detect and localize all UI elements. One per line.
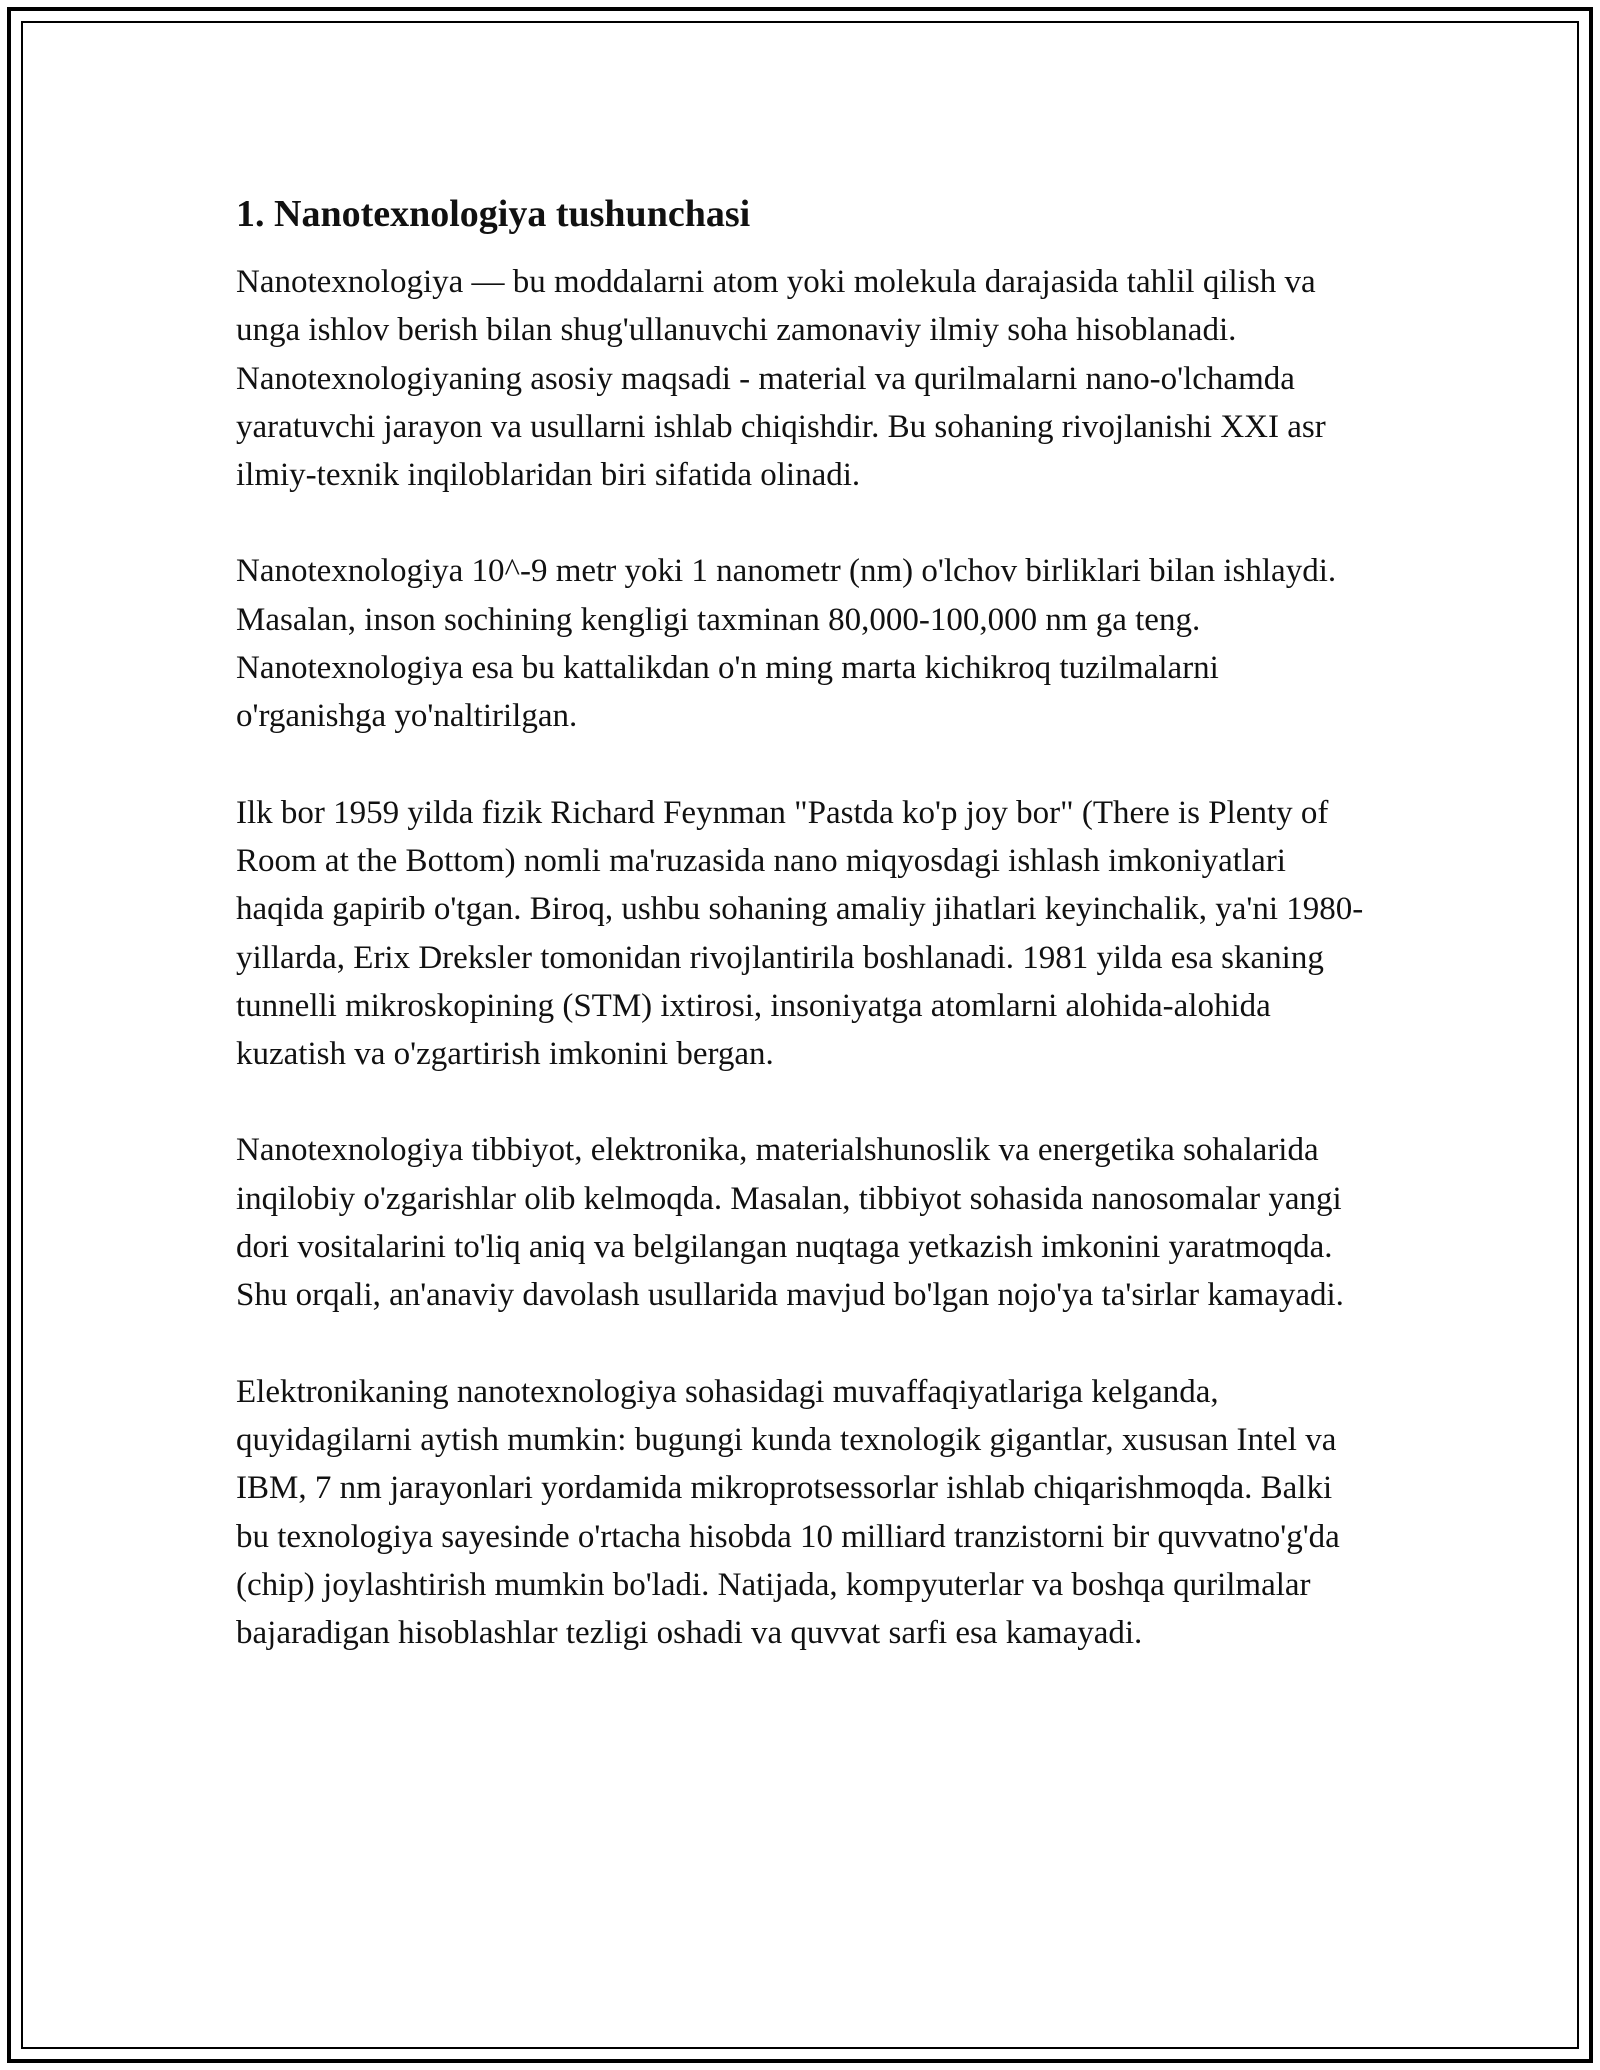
paragraph-definition: Nanotexnologiya — bu moddalarni atom yoki molekula darajasida tahlil qilish va unga ishlov berish bilan shug'ullanuvchi zamonaviy ilmiy soha hisoblanadi. Nanotexnologiyaning asosiy maqsadi - material va qurilmalarni nano-o'lchamda yaratuvchi jarayon va usullarni ishlab chiqishdir. Bu sohaning rivojlanishi XXI asr ilmiy-texnik inqiloblaridan biri sifatida olinadi. <box>236 264 1326 494</box>
section-heading: 1. Nanotexnologiya tushunchasi <box>236 193 751 235</box>
document-body <box>236 190 1366 1705</box>
paragraph-applications: Nanotexnologiya tibbiyot, elektronika, materialshunoslik va energetika sohalarida inqilobiy o'zgarishlar olib kelmoqda. Masalan, tibbiyot sohasida nanosomalar yangi dori vositalarini to'liq aniq va belgilangan nuqtaga yetkazish imkonini yaratmoqda. Shu orqali, an'anaviy davolash usullarida mavjud bo'lgan nojo'ya ta'sirlar kamayadi. <box>236 1132 1344 1314</box>
paragraph-history: Ilk bor 1959 yilda fizik Richard Feynman "Pastda ko'p joy bor" (There is Plenty of Room at the Bottom) nomli ma'ruzasida nano miqyosdagi ishlash imkoniyatlari haqida gapirib o'tgan. Biroq, ushbu sohaning amaliy jihatlari keyinchalik, ya'ni 1980-yillarda, Erix Dreksler tomonidan rivojlantirila boshlanadi. 1981 yilda esa skaning tunnelli mikroskopining (STM) ixtirosi, insoniyatga atomlarni alohida-alohida kuzatish va o'zgartirish imkonini bergan. <box>236 794 1364 1073</box>
paragraph-electronics: Elektronikaning nanotexnologiya sohasidagi muvaffaqiyatlariga kelganda, quyidagilarni aytish mumkin: bugungi kunda texnologik gigantlar, xususan Intel va IBM, 7 nm jarayonlari yordamida mikroprotsessorlar ishlab chiqarishmoqda. Balki bu texnologiya sayesinde o'rtacha hisobda 10 milliard tranzistorni bir quvvatno'g'da (chip) joylashtirish mumkin bo'ladi. Natijada, kompyuterlar va boshqa qurilmalar bajaradigan hisoblashlar tezligi oshadi va quvvat sarfi esa kamayadi. <box>236 1373 1340 1652</box>
paragraph-scale: Nanotexnologiya 10^-9 metr yoki 1 nanometr (nm) o'lchov birliklari bilan ishlaydi. Masalan, inson sochining kengligi taxminan 80,000-100,000 nm ga teng. Nanotexnologiya esa bu kattalikdan o'n ming marta kichikroq tuzilmalarni o'rganishga yo'naltirilgan. <box>236 553 1337 735</box>
